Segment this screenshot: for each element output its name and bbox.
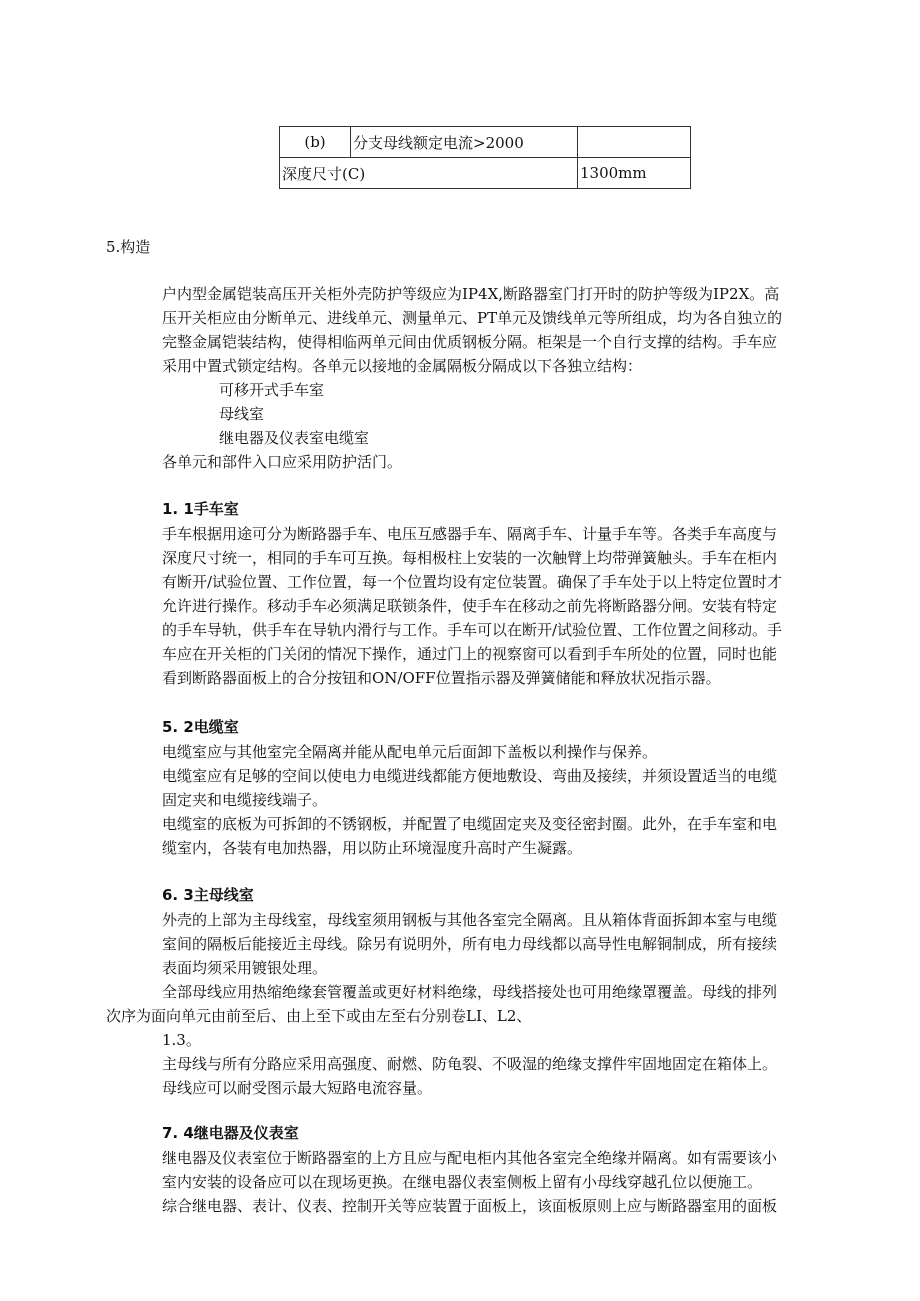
text-line: 深度尺寸统一，相同的手车可互换。每相极柱上安装的一次触臂上均带弹簧触头。手车在柜内: [162, 549, 778, 567]
text-line: 看到断路器面板上的合分按钮和ON/OFF位置指示器及弹簧储能和释放状况指示器。: [162, 669, 721, 687]
list-item: 母线室: [219, 405, 265, 423]
text-line: 综合继电器、表计、仪表、控制开关等应装置于面板上，该面板原则上应与断路器室用的面板: [162, 1197, 778, 1215]
text-line: 继电器及仪表室位于断路器室的上方且应与配电柜内其他各室完全绝缘并隔离。如有需要该小: [162, 1149, 778, 1167]
table-row: [280, 158, 691, 189]
spec-table: [279, 126, 691, 189]
text-line: 母线应可以耐受图示最大短路电流容量。: [162, 1079, 433, 1097]
text-line: 主母线与所有分路应采用高强度、耐燃、防龟裂、不吸湿的绝缘支撑件牢固地固定在箱体上。: [162, 1055, 778, 1073]
text-line: 室间的隔板后能接近主母线。除另有说明外，所有电力母线都以高导性电解铜制成，所有接续: [162, 935, 778, 953]
text-line: 1.3。: [162, 1031, 201, 1049]
text-line: 压开关柜应由分断单元、进线单元、测量单元、PT单元及馈线单元等所组成，均为各自独立的: [162, 309, 783, 327]
subsection-heading: 7. 4继电器及仪表室: [162, 1124, 299, 1142]
paragraph: [162, 522, 862, 690]
paragraph: [162, 1146, 862, 1218]
text-line: 外壳的上部为主母线室，母线室须用钢板与其他各室完全隔离。且从箱体背面拆卸本室与电缆: [162, 911, 778, 929]
text-line: 室内安装的设备应可以在现场更换。在继电器仪表室侧板上留有小母线穿越孔位以便施工。: [162, 1173, 763, 1191]
text-line: 电缆室的底板为可拆卸的不锈钢板，并配置了电缆固定夹及变径密封圈。此外，在手车室和电: [162, 815, 778, 833]
subsection-heading: 5. 2电缆室: [162, 718, 239, 736]
subsection-heading: 6. 3主母线室: [162, 886, 254, 904]
table-cell: 分支母线额定电流>2000: [351, 127, 578, 158]
text-line: 车应在开关柜的门关闭的情况下操作，通过门上的视察窗可以看到手车所处的位置，同时也能: [162, 645, 778, 663]
list-item: 可移开式手车室: [219, 381, 325, 399]
text-line: 完整金属铠装结构，使得相临两单元间由优质钢板分隔。柜架是一个自行支撑的结构。手车应: [162, 333, 778, 351]
section-intro: [162, 282, 862, 378]
list-item: 继电器及仪表室电缆室: [219, 429, 370, 447]
text-line: 允许进行操作。移动手车必须满足联锁条件，使手车在移动之前先将断路器分闸。安装有特定: [162, 597, 778, 615]
text-line: 电缆室应与其他室完全隔离并能从配电单元后面卸下盖板以利操作与保养。: [162, 743, 658, 761]
table-row: [280, 127, 691, 158]
text-line: 表面均须采用镀银处理。: [162, 959, 328, 977]
text-line: 的手车导轨，供手车在导轨内滑行与工作。手车可以在断开/试验位置、工作位置之间移动。手: [162, 621, 783, 639]
text-line: 有断开/试验位置、工作位置，每一个位置均设有定位装置。确保了手车处于以上特定位置时才: [162, 573, 783, 591]
text-line: 采用中置式锁定结构。各单元以接地的金属隔板分隔成以下各独立结构：: [162, 357, 643, 375]
text-line: 手车根据用途可分为断路器手车、电压互感器手车、隔离手车、计量手车等。各类手车高度与: [162, 525, 778, 543]
text-line: 次序为面向单元由前至后、由上至下或由左至右分别卷LI、L2、: [106, 1007, 532, 1025]
table-cell: 1300mm: [578, 158, 691, 189]
section-title: 5.构造: [106, 238, 151, 256]
paragraph: [162, 740, 862, 860]
table-cell: [578, 127, 691, 158]
subsection-heading: 1. 1手车室: [162, 500, 239, 518]
text-line: 固定夹和电缆接线端子。: [162, 791, 328, 809]
paragraph: [162, 1052, 862, 1100]
text-line: 电缆室应有足够的空间以使电力电缆进线都能方便地敷设、弯曲及接续，并须设置适当的电缆: [162, 767, 778, 785]
text-line: 全部母线应用热缩绝缘套管覆盖或更好材料绝缘，母线搭接处也可用绝缘罩覆盖。母线的排列: [162, 983, 778, 1001]
text-line: 缆室内，各装有电加热器，用以防止环境湿度升高时产生凝露。: [162, 839, 583, 857]
table-cell: 深度尺寸(C): [280, 158, 578, 189]
text-line: 户内型金属铠装高压开关柜外壳防护等级应为IP4X,断路器室门打开时的防护等级为IP2X。高: [162, 285, 780, 303]
table-cell: (b): [280, 127, 351, 158]
paragraph: [162, 908, 862, 1004]
paragraph: 各单元和部件入口应采用防护活门。: [162, 453, 403, 471]
